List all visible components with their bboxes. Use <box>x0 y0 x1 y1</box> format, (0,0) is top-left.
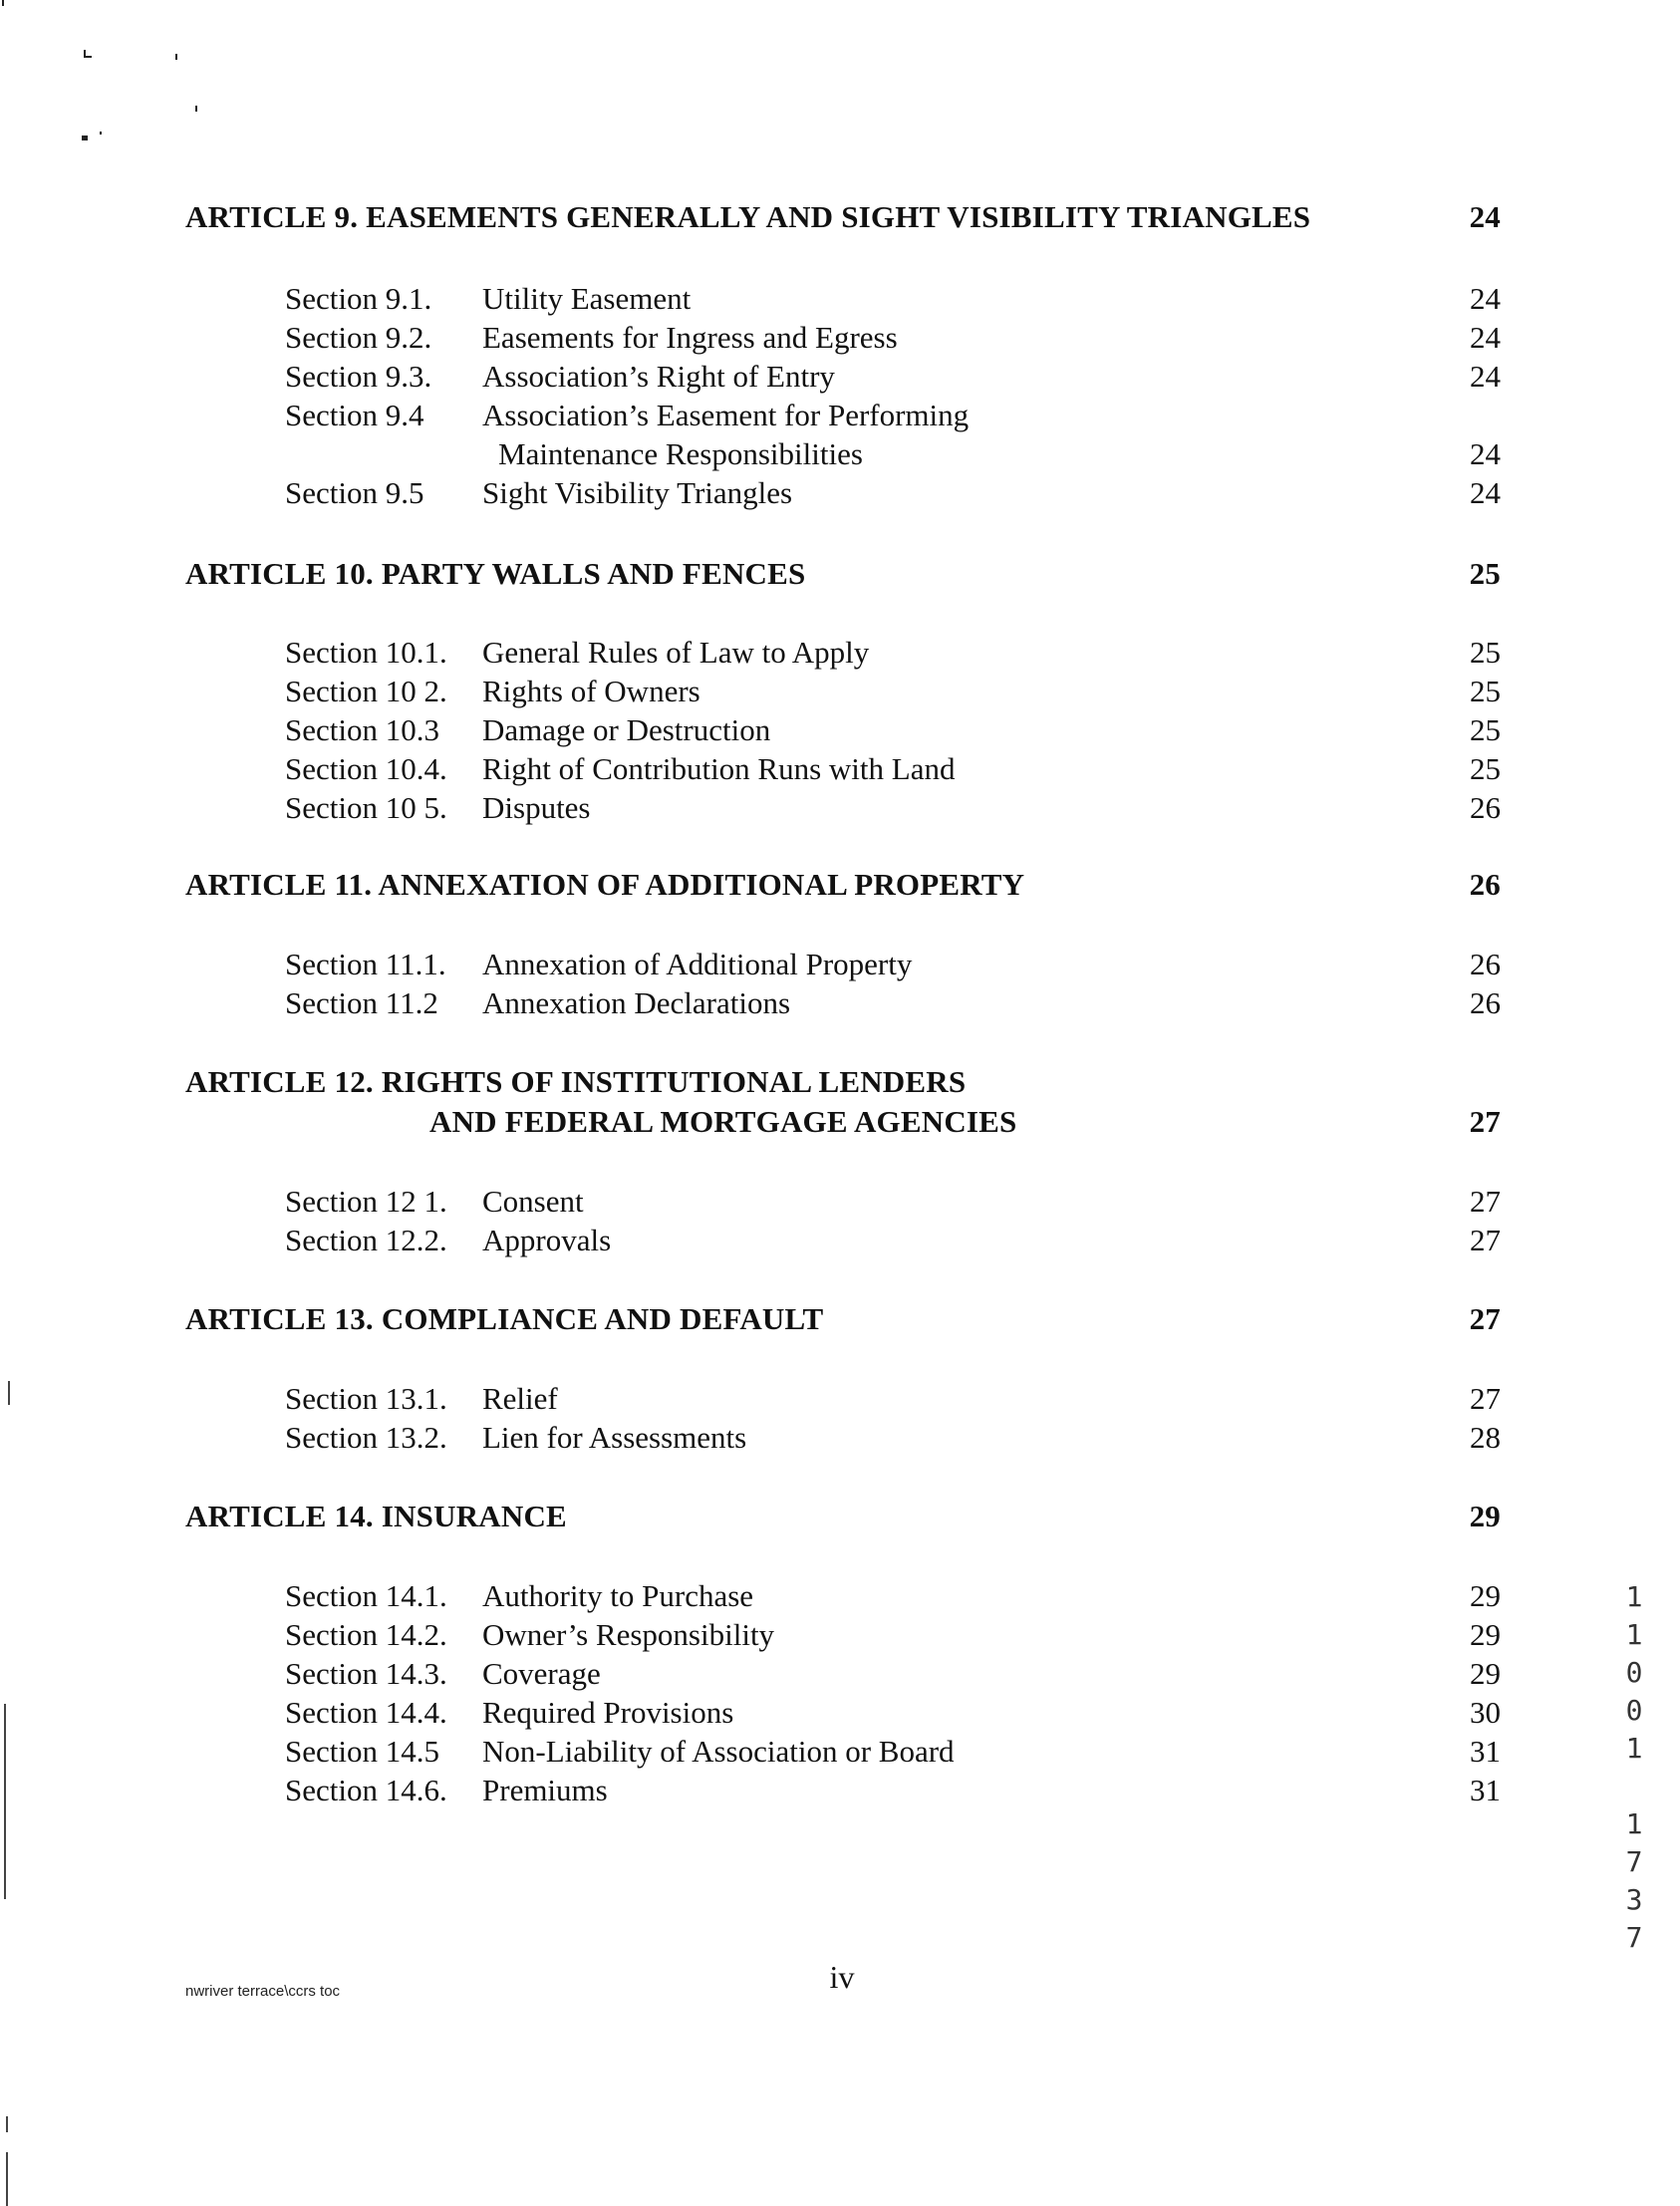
section-title: Damage or Destruction <box>482 712 771 747</box>
section-number: Section 9.4 <box>285 398 424 432</box>
section-page-number: 24 <box>1470 281 1501 316</box>
stamp-digit: 1 <box>1625 1580 1643 1613</box>
stamp-gap <box>1622 1768 1646 1805</box>
section-number: Section 14.1. <box>285 1578 447 1613</box>
toc-section-14-5 <box>285 1732 1501 1771</box>
article-title-continued: AND FEDERAL MORTGAGE AGENCIES <box>429 1104 1017 1139</box>
section-page-number: 29 <box>1470 1578 1501 1613</box>
section-title: Easements for Ingress and Egress <box>482 320 898 355</box>
section-number: Section 13.2. <box>285 1420 447 1455</box>
section-title: Annexation of Additional Property <box>482 947 913 981</box>
section-number: Section 9.2. <box>285 320 432 355</box>
recording-number-stamp <box>1622 1578 1646 1957</box>
section-page-number: 28 <box>1470 1420 1501 1455</box>
section-page-number: 24 <box>1470 436 1501 471</box>
section-title-continued: Maintenance Responsibilities <box>498 436 863 471</box>
section-title: Non-Liability of Association or Board <box>482 1734 955 1769</box>
article-page-number: 24 <box>1469 199 1501 234</box>
section-page-number: 29 <box>1470 1617 1501 1652</box>
section-page-number: 27 <box>1470 1223 1501 1257</box>
toc-section-14-3 <box>285 1654 1501 1693</box>
toc-article-11 <box>185 865 1501 905</box>
scan-speck <box>2 0 4 6</box>
article-title: ARTICLE 14. INSURANCE <box>185 1499 567 1533</box>
article-page-number: 26 <box>1469 867 1501 902</box>
toc-section-14-6 <box>285 1771 1501 1809</box>
toc-section-10-1 <box>285 633 1501 672</box>
section-title: Relief <box>482 1381 558 1416</box>
toc-section-11-2 <box>285 983 1501 1022</box>
section-number: Section 9.1. <box>285 281 432 316</box>
section-title: Right of Contribution Runs with Land <box>482 751 956 786</box>
section-number: Section 10.3 <box>285 712 439 747</box>
scan-speck <box>195 106 197 112</box>
section-title: Coverage <box>482 1656 601 1691</box>
section-title: Required Provisions <box>482 1695 734 1730</box>
stamp-digit: 0 <box>1625 1694 1643 1727</box>
section-number: Section 12 1. <box>285 1184 447 1219</box>
section-number: Section 11.1. <box>285 947 446 981</box>
footer-file-path: nwriver terrace\ccrs toc <box>185 1983 341 2000</box>
toc-section-14-4 <box>285 1693 1501 1732</box>
section-number: Section 10 2. <box>285 674 447 708</box>
article-title: ARTICLE 12. RIGHTS OF INSTITUTIONAL LENDERS <box>185 1064 967 1099</box>
section-number: Section 10.4. <box>285 751 447 786</box>
section-page-number: 24 <box>1470 320 1501 355</box>
section-page-number: 31 <box>1470 1773 1501 1807</box>
section-number: Section 11.2 <box>285 985 438 1020</box>
stamp-digit: 1 <box>1625 1732 1643 1765</box>
section-title: Annexation Declarations <box>482 985 791 1020</box>
article-page-number: 27 <box>1469 1104 1501 1139</box>
toc-section-9-4 <box>285 396 1501 473</box>
scan-speck <box>175 54 177 60</box>
stamp-digit: 3 <box>1625 1883 1643 1916</box>
section-title: Association’s Easement for Performing <box>482 398 970 432</box>
section-page-number: 25 <box>1470 751 1501 786</box>
section-title: Premiums <box>482 1773 608 1807</box>
toc-article-13 <box>185 1299 1501 1339</box>
section-title: Rights of Owners <box>482 674 700 708</box>
section-page-number: 31 <box>1470 1734 1501 1769</box>
toc-article-10 <box>185 554 1501 594</box>
section-page-number: 26 <box>1470 790 1501 825</box>
toc-section-9-3 <box>285 357 1501 396</box>
toc-section-13-2 <box>285 1418 1501 1457</box>
scan-edge-line <box>6 2116 8 2132</box>
toc-section-14-2 <box>285 1615 1501 1654</box>
toc-section-9-2 <box>285 318 1501 357</box>
section-page-number: 24 <box>1470 359 1501 394</box>
section-number: Section 9.3. <box>285 359 432 394</box>
section-title: Sight Visibility Triangles <box>482 475 793 510</box>
toc-section-9-5 <box>285 473 1501 512</box>
section-page-number: 25 <box>1470 635 1501 670</box>
section-title: Consent <box>482 1184 584 1219</box>
section-number: Section 13.1. <box>285 1381 447 1416</box>
article-title: ARTICLE 10. PARTY WALLS AND FENCES <box>185 556 806 591</box>
section-title: Utility Easement <box>482 281 692 316</box>
footer-page-number: iv <box>829 1959 855 1995</box>
toc-section-12-2 <box>285 1221 1501 1259</box>
stamp-digit: 0 <box>1625 1656 1643 1689</box>
section-page-number: 24 <box>1470 475 1501 510</box>
toc-article-12 <box>185 1062 1501 1142</box>
toc-section-9-1 <box>285 279 1501 318</box>
toc-section-14-1 <box>285 1576 1501 1615</box>
section-page-number: 26 <box>1470 985 1501 1020</box>
section-title: General Rules of Law to Apply <box>482 635 870 670</box>
scan-speck <box>100 132 102 135</box>
article-page-number: 25 <box>1469 556 1501 591</box>
scan-edge-line <box>4 1704 6 1899</box>
section-page-number: 25 <box>1470 674 1501 708</box>
toc-section-13-1 <box>285 1379 1501 1418</box>
article-page-number: 29 <box>1469 1499 1501 1533</box>
toc-section-10-2 <box>285 672 1501 710</box>
stamp-digit: 7 <box>1625 1921 1643 1954</box>
toc-section-10-4 <box>285 749 1501 788</box>
section-page-number: 27 <box>1470 1381 1501 1416</box>
section-page-number: 27 <box>1470 1184 1501 1219</box>
section-number: Section 14.5 <box>285 1734 439 1769</box>
section-page-number: 25 <box>1470 712 1501 747</box>
section-title: Disputes <box>482 790 591 825</box>
section-number: Section 10.1. <box>285 635 447 670</box>
toc-section-10-5 <box>285 788 1501 827</box>
section-number: Section 12.2. <box>285 1223 447 1257</box>
section-page-number: 29 <box>1470 1656 1501 1691</box>
article-title: ARTICLE 9. EASEMENTS GENERALLY AND SIGHT VISIBILITY TRIANGLES <box>185 199 1311 234</box>
section-number: Section 14.2. <box>285 1617 447 1652</box>
section-number: Section 14.6. <box>285 1773 447 1807</box>
scan-speck <box>82 136 88 140</box>
section-number: Section 14.3. <box>285 1656 447 1691</box>
section-title: Authority to Purchase <box>482 1578 754 1613</box>
scan-edge-line <box>6 2152 8 2206</box>
section-page-number: 26 <box>1470 947 1501 981</box>
section-number: Section 9.5 <box>285 475 424 510</box>
section-title: Owner’s Responsibility <box>482 1617 775 1652</box>
stamp-digit: 1 <box>1625 1807 1643 1840</box>
article-title: ARTICLE 13. COMPLIANCE AND DEFAULT <box>185 1301 824 1336</box>
scan-edge-line <box>8 1381 10 1405</box>
toc-section-11-1 <box>285 945 1501 983</box>
section-title: Lien for Assessments <box>482 1420 747 1455</box>
toc-section-12-1 <box>285 1182 1501 1221</box>
section-title: Association’s Right of Entry <box>482 359 835 394</box>
stamp-digit: 7 <box>1625 1845 1643 1878</box>
section-number: Section 10 5. <box>285 790 447 825</box>
toc-article-14 <box>185 1497 1501 1536</box>
section-number: Section 14.4. <box>285 1695 447 1730</box>
section-title: Approvals <box>482 1223 612 1257</box>
toc-article-9 <box>185 197 1501 237</box>
article-page-number: 27 <box>1469 1301 1501 1336</box>
toc-section-10-3 <box>285 710 1501 749</box>
stamp-digit: 1 <box>1625 1618 1643 1651</box>
section-page-number: 30 <box>1470 1695 1501 1730</box>
article-title: ARTICLE 11. ANNEXATION OF ADDITIONAL PROPERTY <box>185 867 1025 902</box>
scan-speck <box>84 50 86 58</box>
